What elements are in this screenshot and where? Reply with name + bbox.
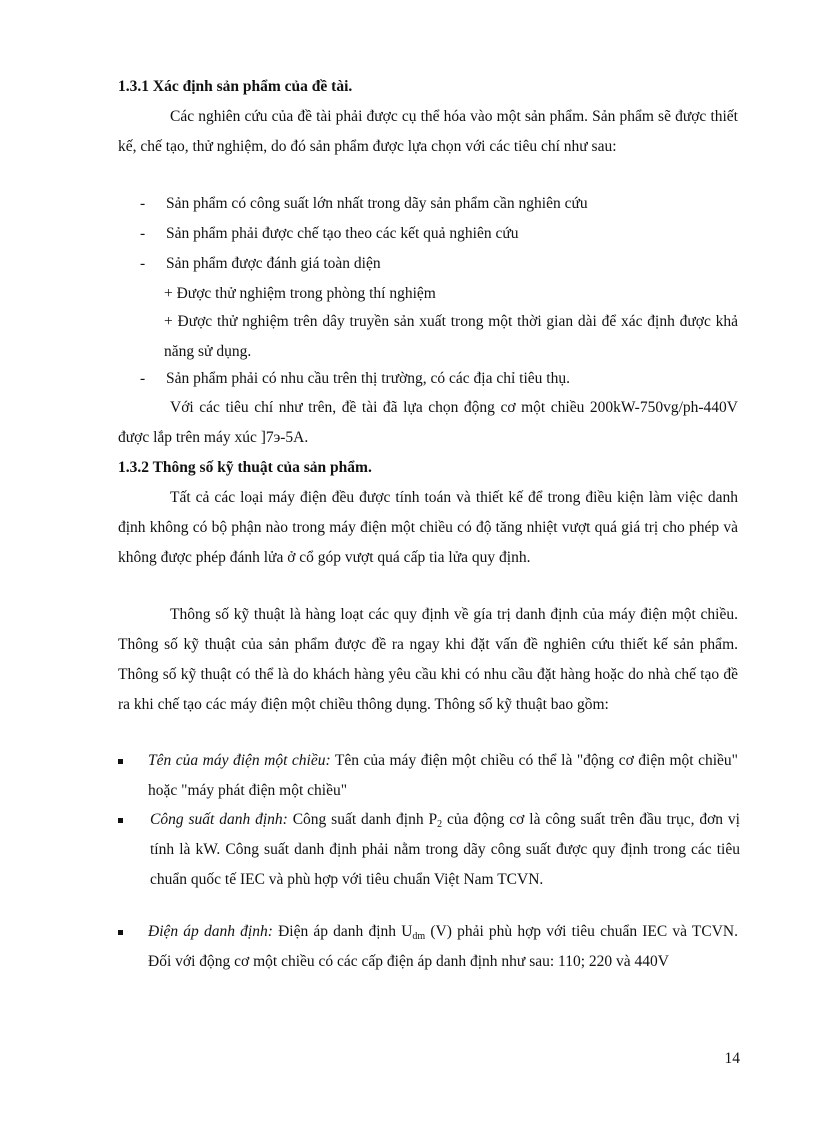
criteria-text: Sản phẩm được đánh giá toàn diện xyxy=(166,255,381,272)
square-bullet-icon xyxy=(118,818,123,823)
conclusion-paragraph: Với các tiêu chí như trên, đề tài đã lựa chọn động cơ một chiều 200kW-750vg/ph-440V được lắp trên máy xúc ]7э-5A. xyxy=(118,399,738,446)
spec-term: Điện áp danh định: xyxy=(148,923,273,940)
section-heading-1-3-1: 1.3.1 Xác định sản phẩm của đề tài. xyxy=(118,78,353,95)
intro-paragraph: Các nghiên cứu của đề tài phải được cụ thể hóa vào một sản phẩm. Sản phẩm sẽ được thiết kế, chế tạo, thử nghiệm, do đó sản phẩm được lựa chọn với các tiêu chí như sau: xyxy=(118,108,738,155)
criteria-text: Sản phẩm phải được chế tạo theo các kết quả nghiên cứu xyxy=(166,225,519,242)
dash-marker: - xyxy=(140,225,146,242)
criteria-text: Sản phẩm có công suất lớn nhất trong dãy sản phẩm cần nghiên cứu xyxy=(166,195,588,212)
square-bullet-icon xyxy=(118,930,123,935)
spec-description: Công suất danh định P xyxy=(287,811,438,828)
sub-criteria-item: + Được thử nghiệm trên dây truyền sản xuất trong một thời gian dài để xác định được khả năng sử dụng. xyxy=(164,313,738,360)
criteria-text: Sản phẩm phải có nhu cầu trên thị trường, có các địa chỉ tiêu thụ. xyxy=(166,370,570,387)
spec-term: Công suất danh định: xyxy=(150,811,288,828)
spec-description: Điện áp danh định U xyxy=(272,923,413,940)
subscript: 2 xyxy=(437,819,443,830)
spec-description-cont: (V) phải phù hợp với tiêu chuẩn IEC và TCVN. Đối với động cơ một chiều có các cấp điện áp danh định như sau: 110; 220 và 440V xyxy=(148,923,739,970)
dash-marker: - xyxy=(140,255,146,272)
subscript: dm xyxy=(412,931,426,942)
square-bullet-icon xyxy=(118,759,123,764)
dash-marker: - xyxy=(140,370,146,387)
spec-item-body xyxy=(148,746,738,806)
paragraph-operating-conditions: Tất cả các loại máy điện đều được tính toán và thiết kế để trong điều kiện làm việc danh định không có bộ phận nào trong máy điện một chiều có độ tăng nhiệt vượt quá giá trị cho phép và không được phép đánh lửa ở cổ góp vượt quá cấp tia lửa quy định. xyxy=(118,489,738,566)
spec-description-cont: của động cơ là công suất trên đầu trục, đơn vị tính là kW. Công suất danh định phải nằm trong dãy công suất được quy định trong các tiêu chuẩn quốc tế IEC và phù hợp với tiêu chuẩn Việt Nam TCVN. xyxy=(150,811,740,888)
sub-criteria-item: + Được thử nghiệm trong phòng thí nghiệm xyxy=(164,285,436,302)
section-heading-1-3-2: 1.3.2 Thông số kỹ thuật của sản phẩm. xyxy=(118,459,372,476)
dash-marker: - xyxy=(140,195,146,212)
spec-item-body xyxy=(150,805,740,895)
spec-term: Tên của máy điện một chiều: xyxy=(148,752,331,769)
spec-description: Tên của máy điện một chiều có thể là "động cơ điện một chiều" hoặc "máy phát điện một chiều" xyxy=(148,752,738,799)
page-number: 14 xyxy=(724,1050,740,1067)
paragraph-specifications: Thông số kỹ thuật là hàng loạt các quy định về gía trị danh định của máy điện một chiều. Thông số kỹ thuật của sản phẩm được đề ra ngay khi đặt vấn đề nghiên cứu thiết kế sản phẩm. Thông số kỹ thuật có thể là do khách hàng yêu cầu khi có nhu cầu đặt hàng hoặc do nhà chế tạo đề ra khi chế tạo các máy điện một chiều thông dụng. Thông số kỹ thuật bao gồm: xyxy=(118,606,738,713)
spec-item-body xyxy=(148,917,738,977)
